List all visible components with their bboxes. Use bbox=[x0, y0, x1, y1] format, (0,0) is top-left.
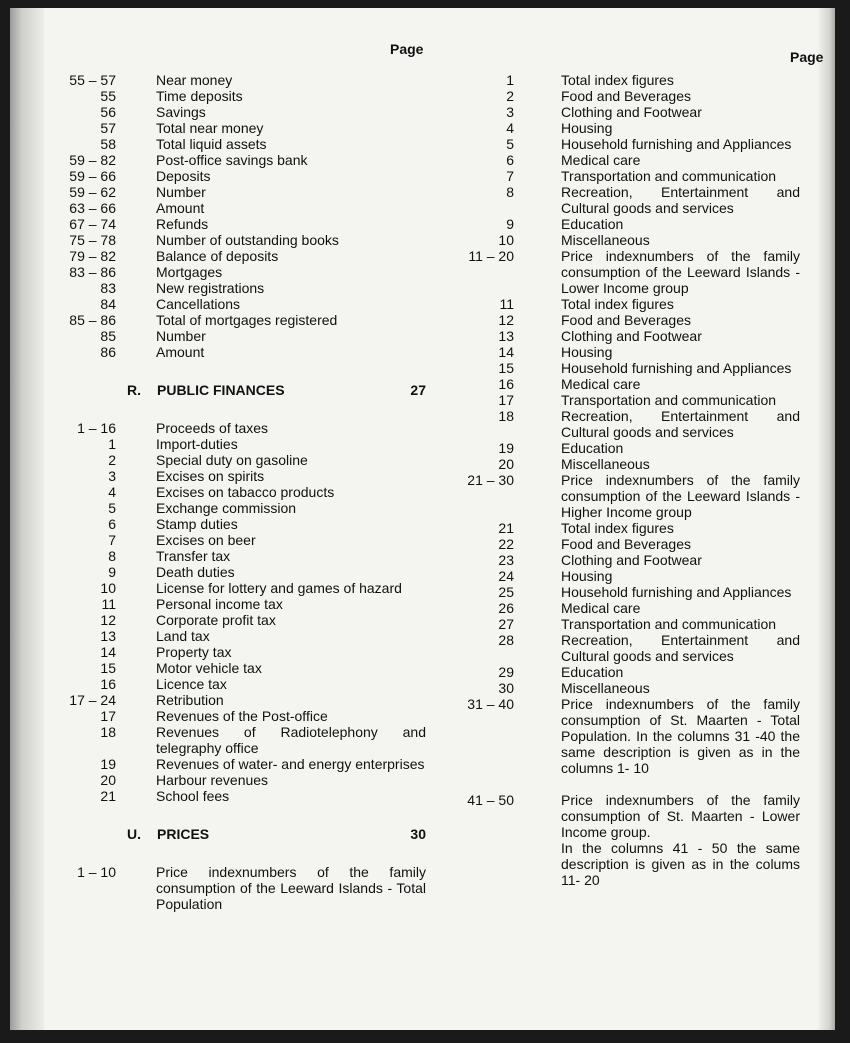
table-title: Death duties bbox=[156, 564, 235, 580]
table-number: 31 – 40 bbox=[467, 696, 514, 712]
table-title: Excises on beer bbox=[156, 532, 256, 548]
table-number: 26 bbox=[498, 600, 514, 616]
toc-entry bbox=[56, 660, 426, 676]
table-title: Revenues of Radiotelephony and telegraphy office bbox=[156, 724, 426, 756]
toc-entry bbox=[56, 676, 426, 692]
table-title: Transfer tax bbox=[156, 548, 231, 564]
table-number: 21 bbox=[498, 520, 514, 536]
toc-entry bbox=[450, 664, 800, 680]
table-title: Import-duties bbox=[156, 436, 238, 452]
table-title: Savings bbox=[156, 104, 206, 120]
table-number: 1 – 10 bbox=[77, 864, 116, 880]
toc-entry bbox=[450, 184, 800, 216]
table-number: 5 bbox=[108, 500, 116, 516]
table-number: 67 – 74 bbox=[69, 216, 116, 232]
table-number: 17 bbox=[498, 392, 514, 408]
toc-entry bbox=[450, 360, 800, 376]
table-title: Clothing and Footwear bbox=[561, 328, 702, 344]
table-number: 17 bbox=[100, 708, 116, 724]
table-title: Medical care bbox=[561, 600, 641, 616]
table-number: 1 bbox=[506, 72, 514, 88]
toc-entry bbox=[450, 168, 800, 184]
table-number: 63 – 66 bbox=[69, 200, 116, 216]
table-number: 5 bbox=[506, 136, 514, 152]
table-title: Transportation and communication bbox=[561, 616, 777, 632]
table-number: 83 – 86 bbox=[69, 264, 116, 280]
table-number: 22 bbox=[498, 536, 514, 552]
toc-entry bbox=[56, 644, 426, 660]
table-number: 86 bbox=[100, 344, 116, 360]
table-title: Education bbox=[561, 440, 624, 456]
table-number: 9 bbox=[108, 564, 116, 580]
toc-entry bbox=[56, 420, 426, 436]
table-number: 21 – 30 bbox=[467, 472, 514, 488]
table-title: Recreation, Entertainment and Cultural goods and services bbox=[561, 408, 800, 440]
toc-entry bbox=[56, 864, 426, 912]
table-title: Amount bbox=[156, 200, 205, 216]
table-title: Total of mortgages registered bbox=[156, 312, 338, 328]
table-number: 84 bbox=[100, 296, 116, 312]
toc-entry bbox=[56, 312, 426, 328]
table-number: 14 bbox=[498, 344, 514, 360]
toc-entry bbox=[450, 72, 800, 88]
section-title: PUBLIC FINANCES bbox=[157, 382, 285, 398]
section-r-heading bbox=[56, 382, 426, 398]
table-number: 1 – 16 bbox=[77, 420, 116, 436]
table-title: Household furnishing and Appliances bbox=[561, 136, 792, 152]
table-title: Revenues of water- and energy enterprises bbox=[156, 756, 425, 772]
table-number: 15 bbox=[498, 360, 514, 376]
table-title: License for lottery and games of hazard bbox=[156, 580, 402, 596]
toc-entry bbox=[450, 120, 800, 136]
toc-entry bbox=[56, 612, 426, 628]
toc-entry bbox=[56, 580, 426, 596]
toc-entry bbox=[56, 532, 426, 548]
table-title: Medical care bbox=[561, 152, 641, 168]
table-number: 1 bbox=[108, 436, 116, 452]
table-title: Number bbox=[156, 184, 206, 200]
table-number: 4 bbox=[108, 484, 116, 500]
table-title: New registrations bbox=[156, 280, 265, 296]
toc-entry bbox=[450, 88, 800, 104]
toc-entry bbox=[56, 168, 426, 184]
table-number: 17 – 24 bbox=[69, 692, 116, 708]
page-edge-shadow bbox=[817, 8, 835, 1030]
toc-entry bbox=[56, 136, 426, 152]
toc-entry bbox=[450, 392, 800, 408]
toc-entry bbox=[56, 788, 426, 804]
toc-entry bbox=[56, 344, 426, 360]
toc-entry bbox=[450, 520, 800, 536]
right-page-column-header: Page bbox=[790, 49, 824, 65]
table-number: 10 bbox=[100, 580, 116, 596]
section-title: PRICES bbox=[157, 826, 210, 842]
table-number: 10 bbox=[498, 232, 514, 248]
toc-entry bbox=[56, 280, 426, 296]
table-number: 83 bbox=[100, 280, 116, 296]
toc-entry bbox=[56, 628, 426, 644]
table-title: Miscellaneous bbox=[561, 680, 650, 696]
table-title: Household furnishing and Appliances bbox=[561, 360, 792, 376]
table-number: 2 bbox=[108, 452, 116, 468]
table-title: Cancellations bbox=[156, 296, 241, 312]
table-number: 6 bbox=[506, 152, 514, 168]
table-title: Deposits bbox=[156, 168, 211, 184]
finance-entries bbox=[56, 420, 426, 804]
toc-entry bbox=[450, 152, 800, 168]
table-title: Recreation, Entertainment and Cultural goods and services bbox=[561, 632, 800, 664]
toc-entry bbox=[450, 296, 800, 312]
table-number: 29 bbox=[498, 664, 514, 680]
table-title: Motor vehicle tax bbox=[156, 660, 262, 676]
table-number: 30 bbox=[498, 680, 514, 696]
toc-entry bbox=[450, 840, 800, 888]
toc-entry bbox=[56, 756, 426, 772]
table-number: 14 bbox=[100, 644, 116, 660]
table-number: 3 bbox=[506, 104, 514, 120]
toc-entry bbox=[56, 248, 426, 264]
toc-entry bbox=[56, 436, 426, 452]
section-page: 30 bbox=[410, 826, 426, 842]
toc-entry bbox=[56, 296, 426, 312]
toc-entry bbox=[56, 152, 426, 168]
table-number: 18 bbox=[498, 408, 514, 424]
right-column bbox=[450, 72, 800, 888]
table-title: Licence tax bbox=[156, 676, 227, 692]
toc-entry bbox=[56, 200, 426, 216]
table-number: 55 – 57 bbox=[69, 72, 116, 88]
table-title: Refunds bbox=[156, 216, 209, 232]
table-number: 41 – 50 bbox=[467, 792, 514, 808]
table-title: Time deposits bbox=[156, 88, 243, 104]
table-title: Housing bbox=[561, 344, 613, 360]
section-u-heading bbox=[56, 826, 426, 842]
toc-entry bbox=[56, 596, 426, 612]
toc-entry bbox=[56, 500, 426, 516]
table-number: 7 bbox=[506, 168, 514, 184]
table-number: 85 – 86 bbox=[69, 312, 116, 328]
table-title: Harbour revenues bbox=[156, 772, 269, 788]
toc-entry bbox=[56, 104, 426, 120]
table-number: 13 bbox=[498, 328, 514, 344]
left-column bbox=[56, 72, 426, 912]
toc-entry bbox=[450, 680, 800, 696]
money-entries bbox=[56, 72, 426, 360]
table-title: Food and Beverages bbox=[561, 88, 691, 104]
table-number: 18 bbox=[100, 724, 116, 740]
table-number: 6 bbox=[108, 516, 116, 532]
table-title: Miscellaneous bbox=[561, 232, 650, 248]
toc-entry bbox=[450, 216, 800, 232]
price-index-entries-st-maarten bbox=[450, 792, 800, 888]
table-title: Transportation and communication bbox=[561, 168, 777, 184]
table-title: Transportation and communication bbox=[561, 392, 777, 408]
toc-entry bbox=[56, 516, 426, 532]
table-title: Education bbox=[561, 216, 624, 232]
table-title: Special duty on gasoline bbox=[156, 452, 308, 468]
table-number: 56 bbox=[100, 104, 116, 120]
toc-entry bbox=[56, 468, 426, 484]
table-number: 21 bbox=[100, 788, 116, 804]
book-spine-shadow bbox=[10, 8, 44, 1030]
toc-entry bbox=[450, 696, 800, 776]
table-title: Exchange commission bbox=[156, 500, 297, 516]
table-number: 12 bbox=[100, 612, 116, 628]
table-number: 11 – 20 bbox=[468, 248, 514, 264]
table-number: 57 bbox=[100, 120, 116, 136]
toc-entry bbox=[450, 568, 800, 584]
section-letter: U. bbox=[127, 826, 141, 842]
table-title: Clothing and Footwear bbox=[561, 552, 702, 568]
table-title: In the columns 41 - 50 the same description is given as in the colums 11- 20 bbox=[561, 840, 800, 888]
toc-entry bbox=[450, 472, 800, 520]
toc-entry bbox=[56, 120, 426, 136]
toc-entry bbox=[56, 708, 426, 724]
table-title: Personal income tax bbox=[156, 596, 283, 612]
table-number: 79 – 82 bbox=[69, 248, 116, 264]
table-title: Food and Beverages bbox=[561, 536, 691, 552]
toc-entry bbox=[56, 216, 426, 232]
table-number: 85 bbox=[100, 328, 116, 344]
table-title: Price indexnumbers of the family consumption of St. Maarten - Total Population. In the columns 31 -40 the same description is given as in the columns 1- 10 bbox=[561, 696, 800, 776]
table-title: Balance of deposits bbox=[156, 248, 279, 264]
table-title: Total liquid assets bbox=[156, 136, 267, 152]
toc-entry bbox=[450, 232, 800, 248]
table-title: Total index figures bbox=[561, 72, 674, 88]
toc-entry bbox=[450, 328, 800, 344]
table-number: 28 bbox=[498, 632, 514, 648]
toc-entry bbox=[56, 264, 426, 280]
table-title: Number bbox=[156, 328, 206, 344]
table-number: 8 bbox=[506, 184, 514, 200]
table-number: 19 bbox=[498, 440, 514, 456]
table-title: Price indexnumbers of the family consumption of the Leeward Islands - Higher Income group bbox=[561, 472, 800, 520]
toc-entry bbox=[450, 616, 800, 632]
toc-entry bbox=[450, 536, 800, 552]
toc-entry bbox=[56, 88, 426, 104]
table-title: Mortgages bbox=[156, 264, 223, 280]
table-number: 16 bbox=[498, 376, 514, 392]
table-number: 16 bbox=[100, 676, 116, 692]
table-title: Post-office savings bank bbox=[156, 152, 308, 168]
toc-entry bbox=[56, 564, 426, 580]
table-title: Proceeds of taxes bbox=[156, 420, 269, 436]
toc-entry bbox=[450, 552, 800, 568]
table-title: Amount bbox=[156, 344, 205, 360]
toc-entry bbox=[450, 792, 800, 840]
table-title: Land tax bbox=[156, 628, 210, 644]
toc-entry bbox=[450, 376, 800, 392]
table-number: 59 – 82 bbox=[69, 152, 116, 168]
left-page-column-header: Page bbox=[390, 41, 424, 57]
table-number: 12 bbox=[498, 312, 514, 328]
toc-entry bbox=[450, 440, 800, 456]
table-title: Recreation, Entertainment and Cultural goods and services bbox=[561, 184, 800, 216]
table-title: Total index figures bbox=[561, 296, 674, 312]
table-number: 4 bbox=[506, 120, 514, 136]
table-title: Excises on tabacco products bbox=[156, 484, 335, 500]
toc-entry bbox=[450, 456, 800, 472]
table-number: 59 – 62 bbox=[69, 184, 116, 200]
table-number: 9 bbox=[506, 216, 514, 232]
table-number: 27 bbox=[498, 616, 514, 632]
toc-entry bbox=[450, 344, 800, 360]
table-number: 3 bbox=[108, 468, 116, 484]
table-title: Food and Beverages bbox=[561, 312, 691, 328]
table-number: 11 bbox=[499, 296, 514, 312]
table-title: Housing bbox=[561, 568, 613, 584]
table-number: 11 bbox=[101, 596, 116, 612]
table-number: 15 bbox=[100, 660, 116, 676]
table-number: 13 bbox=[100, 628, 116, 644]
table-title: Corporate profit tax bbox=[156, 612, 276, 628]
toc-entry bbox=[56, 452, 426, 468]
table-title: Miscellaneous bbox=[561, 456, 650, 472]
toc-entry bbox=[56, 548, 426, 564]
table-title: Housing bbox=[561, 120, 613, 136]
toc-entry bbox=[450, 584, 800, 600]
table-title: Property tax bbox=[156, 644, 232, 660]
toc-entry bbox=[450, 104, 800, 120]
table-title: Total near money bbox=[156, 120, 264, 136]
table-number: 8 bbox=[108, 548, 116, 564]
table-title: Excises on spirits bbox=[156, 468, 265, 484]
table-title: Price indexnumbers of the family consumption of the Leeward Islands - Lower Income group bbox=[561, 248, 800, 296]
table-title: Near money bbox=[156, 72, 233, 88]
table-number: 7 bbox=[108, 532, 116, 548]
toc-entry bbox=[56, 184, 426, 200]
table-number: 19 bbox=[100, 756, 116, 772]
table-title: Retribution bbox=[156, 692, 224, 708]
toc-entry bbox=[56, 724, 426, 756]
table-number: 24 bbox=[498, 568, 514, 584]
table-number: 59 – 66 bbox=[69, 168, 116, 184]
table-title: Price indexnumbers of the family consumption of St. Maarten - Lower Income group. bbox=[561, 792, 800, 840]
document-page bbox=[10, 8, 835, 1030]
section-page: 27 bbox=[410, 382, 426, 398]
table-title: Medical care bbox=[561, 376, 641, 392]
table-title: Household furnishing and Appliances bbox=[561, 584, 792, 600]
table-number: 20 bbox=[498, 456, 514, 472]
table-title: Revenues of the Post-office bbox=[156, 708, 328, 724]
toc-entry bbox=[450, 408, 800, 440]
price-index-entries bbox=[450, 72, 800, 776]
toc-entry bbox=[56, 484, 426, 500]
toc-entry bbox=[450, 600, 800, 616]
table-title: Education bbox=[561, 664, 624, 680]
toc-entry bbox=[450, 136, 800, 152]
table-number: 23 bbox=[498, 552, 514, 568]
table-title: Clothing and Footwear bbox=[561, 104, 702, 120]
table-title: Total index figures bbox=[561, 520, 674, 536]
table-title: Number of outstanding books bbox=[156, 232, 339, 248]
table-number: 58 bbox=[100, 136, 116, 152]
table-number: 25 bbox=[498, 584, 514, 600]
section-letter: R. bbox=[127, 382, 141, 398]
toc-entry bbox=[56, 772, 426, 788]
table-number: 55 bbox=[100, 88, 116, 104]
toc-entry bbox=[56, 328, 426, 344]
toc-entry bbox=[450, 312, 800, 328]
prices-entries bbox=[56, 864, 426, 912]
toc-entry bbox=[450, 632, 800, 664]
table-title: Stamp duties bbox=[156, 516, 238, 532]
table-title: School fees bbox=[156, 788, 230, 804]
table-number: 2 bbox=[506, 88, 514, 104]
table-title: Price indexnumbers of the family consumption of the Leeward Islands - Total Population bbox=[156, 864, 426, 912]
table-number: 75 – 78 bbox=[69, 232, 116, 248]
toc-entry bbox=[56, 232, 426, 248]
table-number: 20 bbox=[100, 772, 116, 788]
toc-entry bbox=[56, 692, 426, 708]
toc-entry bbox=[450, 248, 800, 296]
toc-entry bbox=[56, 72, 426, 88]
